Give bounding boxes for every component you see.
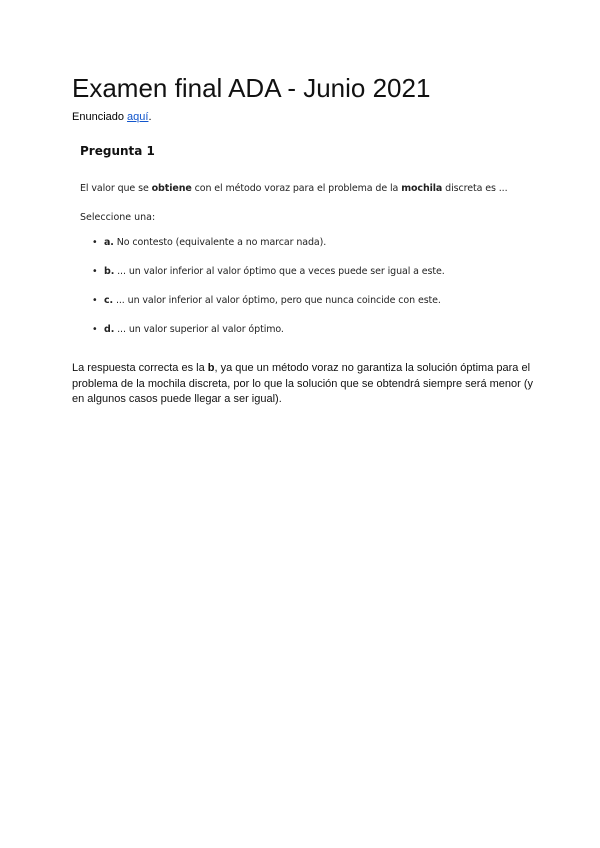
intro-end: . [148, 111, 152, 123]
option-a [92, 237, 445, 266]
page-title: Examen final ADA - Junio 2021 [72, 73, 431, 103]
question-text-pre: El valor que se [80, 183, 152, 194]
option-text: ... un valor inferior al valor óptimo que a veces puede ser igual a este. [114, 266, 445, 277]
question-heading: Pregunta 1 [80, 144, 155, 158]
question-text [80, 183, 508, 194]
answer-text-post: , ya que un método voraz no garantiza la solución óptima para el problema de la mochila discreta, por lo que la solución que se obtendrá siempre será menor (y en algunos casos puede llegar a ser igual). [72, 362, 534, 405]
question-text-post: discreta es ... [442, 183, 508, 194]
option-text: ... un valor inferior al valor óptimo, pero que nunca coincide con este. [113, 295, 441, 306]
option-letter: a. [104, 237, 114, 248]
option-c [92, 295, 445, 324]
quiz-question-image [72, 138, 512, 348]
question-text-bold-1: obtiene [151, 183, 192, 194]
option-letter: d. [104, 324, 115, 335]
option-b [92, 266, 445, 295]
statement-link[interactable]: aquí [127, 111, 149, 123]
option-letter: b. [104, 266, 115, 277]
option-text: ... un valor superior al valor óptimo. [114, 324, 284, 335]
answer-letter: b [207, 362, 215, 374]
select-label: Seleccione una: [80, 212, 156, 223]
bullet-icon: • [92, 237, 98, 248]
bullet-icon: • [92, 266, 98, 277]
bullet-icon: • [92, 295, 98, 306]
bullet-icon: • [92, 324, 98, 335]
option-text: No contesto (equivalente a no marcar nada). [113, 237, 327, 248]
options-list [92, 237, 445, 353]
question-text-mid: con el método voraz para el problema de la [191, 183, 402, 194]
answer-text-pre: La respuesta correcta es la [72, 362, 208, 374]
intro-text: Enunciado [72, 111, 128, 123]
option-letter: c. [104, 295, 114, 306]
option-d [92, 324, 445, 353]
intro-paragraph [72, 110, 152, 124]
question-text-bold-2: mochila [401, 183, 443, 194]
answer-paragraph [72, 361, 534, 408]
